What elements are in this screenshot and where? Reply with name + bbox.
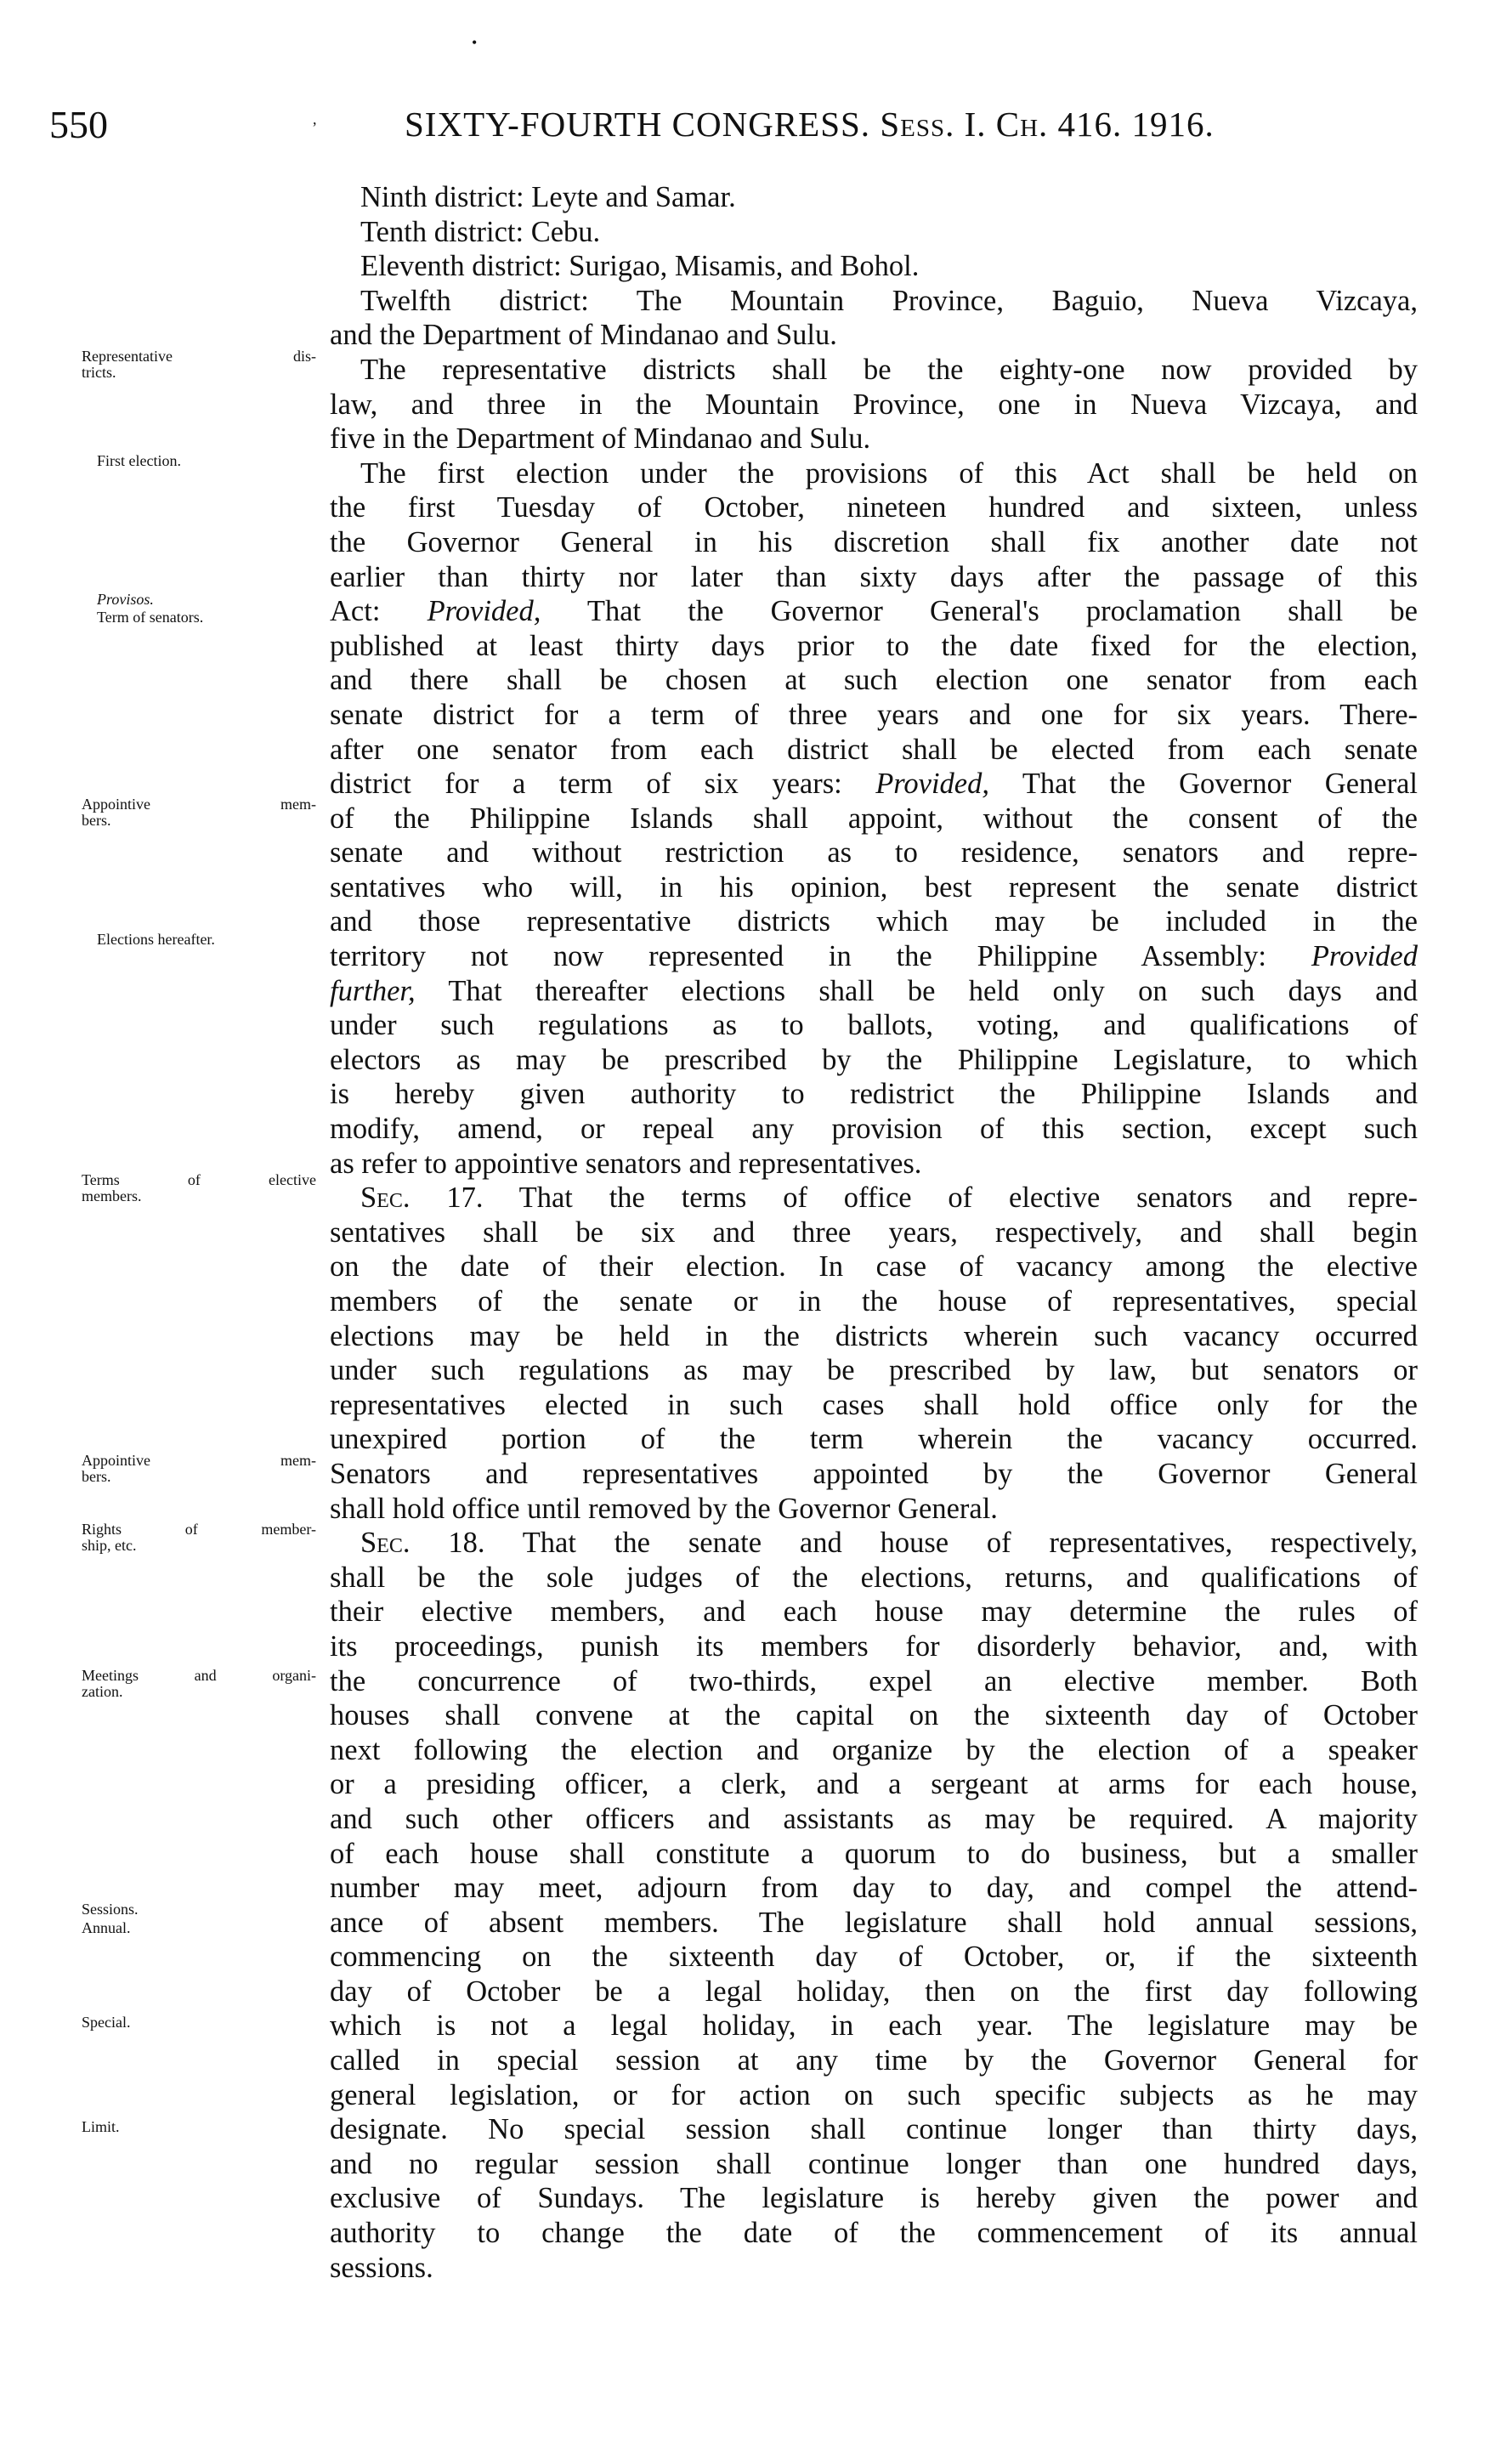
district-line: Ninth district: Leyte and Samar.	[360, 181, 736, 213]
text-line: houses shall convene at the capital on the sixteenth day of October	[330, 1699, 1418, 1732]
running-head: SIXTY-FOURTH CONGRESS. Sess. I. Ch. 416. 1916.	[405, 105, 1215, 144]
text-line: territory not now represented in the Philippine Assembly: Provided	[330, 940, 1418, 973]
text-line: its proceedings, punish its members for disorderly behavior, and, with	[330, 1629, 1418, 1663]
text-line: as refer to appointive senators and representatives.	[330, 1147, 922, 1180]
text-line: modify, amend, or repeal any provision of this section, except such	[330, 1113, 1418, 1146]
district-line: Twelfth district: The Mountain Province, Baguio, Nueva Vizcaya,	[360, 284, 1418, 317]
text-line: after one senator from each district shall be elected from each senate	[330, 733, 1418, 766]
text-line: under such regulations as to ballots, voting, and qualifications of	[330, 1009, 1418, 1042]
print-speck: •	[472, 34, 478, 51]
text-line: Sec. 18. That the senate and house of representatives, respectively,	[360, 1527, 1418, 1560]
text-line: next following the election and organize by the election of a speaker	[330, 1733, 1418, 1766]
text-line: Sec. 17. That the terms of office of elective senators and repre-	[360, 1182, 1418, 1215]
text-line: under such regulations as may be prescribed by law, but senators or	[330, 1354, 1418, 1387]
text-line: and there shall be chosen at such election one senator from each	[330, 664, 1418, 697]
text-line: called in special session at any time by the Governor General for	[330, 2044, 1418, 2077]
text-line: sessions.	[330, 2251, 433, 2284]
text-line: and those representative districts which may be included in the	[330, 905, 1418, 938]
text-line: representatives elected in such cases shall hold office only for the	[330, 1388, 1418, 1421]
text-line: is hereby given authority to redistrict the Philippine Islands and	[330, 1078, 1418, 1111]
margin-note-appointive-members-2: Appointive mem- bers.	[82, 1452, 316, 1485]
margin-note-representative-districts: Representative dis- tricts.	[82, 348, 316, 381]
statute-text	[330, 180, 1418, 2285]
margin-note-annual: Annual.	[82, 1919, 131, 1936]
text-line: district for a term of six years: Provided, That the Governor General	[330, 768, 1418, 801]
text-line: which is not a legal holiday, in each year. The legislature may be	[330, 2009, 1418, 2043]
text-line: unexpired portion of the term wherein the vacancy occurred.	[330, 1423, 1418, 1456]
page-number: 550	[49, 103, 108, 146]
text-line: or a presiding officer, a clerk, and a sergeant at arms for each house,	[330, 1768, 1418, 1801]
text-line: shall be the sole judges of the elections, returns, and qualifications of	[330, 1561, 1418, 1594]
text-line: shall hold office until removed by the Governor General.	[330, 1492, 998, 1525]
text-line: earlier than thirty nor later than sixty days after the passage of this	[330, 560, 1418, 593]
text-line: five in the Department of Mindanao and Sulu.	[330, 422, 871, 456]
margin-note-special: Special.	[82, 2014, 131, 2031]
margin-note-sessions: Sessions.	[82, 1901, 139, 1918]
paragraph-representative-districts	[330, 353, 1418, 456]
district-list	[330, 180, 1418, 353]
text-line: their elective members, and each house may determine the rules of	[330, 1595, 1418, 1629]
text-line: exclusive of Sundays. The legislature is hereby given the power and	[330, 2182, 1418, 2215]
text-line: Act: Provided, That the Governor General's proclamation shall be	[330, 595, 1418, 628]
print-speck: ,	[313, 110, 317, 128]
district-line: Eleventh district: Surigao, Misamis, and Bohol.	[360, 250, 920, 283]
text-line: Senators and representatives appointed by the Governor General	[330, 1457, 1418, 1490]
text-line: of each house shall constitute a quorum to do business, but a smaller	[330, 1837, 1418, 1870]
text-line: number may meet, adjourn from day to day, and compel the attend-	[330, 1872, 1418, 1905]
district-line: Tenth district: Cebu.	[360, 215, 601, 248]
text-line: on the date of their election. In case of vacancy among the elective	[330, 1250, 1418, 1284]
text-line: ance of absent members. The legislature shall hold annual sessions,	[330, 1906, 1418, 1939]
text-line: sentatives shall be six and three years, respectively, and shall begin	[330, 1216, 1418, 1249]
text-line: published at least thirty days prior to the date fixed for the election,	[330, 629, 1418, 662]
paragraph-section-18	[330, 1526, 1418, 2285]
text-line: and such other officers and assistants as may be required. A majority	[330, 1802, 1418, 1835]
margin-note-meetings-and-organization: Meetings and organi- zation.	[82, 1667, 316, 1700]
paragraph-first-election	[330, 456, 1418, 1181]
margin-note-appointive-members: Appointive mem- bers.	[82, 796, 316, 829]
text-line: further, That thereafter elections shall be held only on such days and	[330, 974, 1418, 1007]
text-line: commencing on the sixteenth day of October, or, if the sixteenth	[330, 1941, 1418, 1974]
text-line: the concurrence of two-thirds, expel an elective member. Both	[330, 1664, 1418, 1697]
text-line: senate and without restriction as to residence, senators and repre-	[330, 836, 1418, 870]
text-line: elections may be held in the districts wherein such vacancy occurred	[330, 1319, 1418, 1352]
text-line: The first election under the provisions of this Act shall be held on	[360, 456, 1418, 490]
text-line: authority to change the date of the commencement of its annual	[330, 2217, 1418, 2250]
margin-note-term-of-senators: Term of senators.	[97, 609, 204, 626]
text-line: law, and three in the Mountain Province, one in Nueva Vizcaya, and	[330, 388, 1418, 421]
text-line: general legislation, or for action on such specific subjects as he may	[330, 2078, 1418, 2111]
text-line: and no regular session shall continue longer than one hundred days,	[330, 2147, 1418, 2180]
text-line: of the Philippine Islands shall appoint, without the consent of the	[330, 802, 1418, 835]
paragraph-section-17	[330, 1181, 1418, 1526]
margin-note-elections-hereafter: Elections hereafter.	[97, 931, 215, 948]
margin-notes	[0, 0, 323, 2448]
text-line: the first Tuesday of October, nineteen hundred and sixteen, unless	[330, 491, 1418, 524]
margin-note-limit: Limit.	[82, 2118, 120, 2135]
text-line: the Governor General in his discretion shall fix another date not	[330, 525, 1418, 558]
district-line: and the Department of Mindanao and Sulu.	[330, 319, 837, 352]
text-line: sentatives who will, in his opinion, best represent the senate district	[330, 870, 1418, 904]
text-line: electors as may be prescribed by the Philippine Legislature, to which	[330, 1043, 1418, 1076]
text-line: members of the senate or in the house of representatives, special	[330, 1285, 1418, 1318]
margin-note-rights-of-membership: Rights of member- ship, etc.	[82, 1521, 316, 1554]
text-line: senate district for a term of three years and one for six years. There-	[330, 698, 1418, 731]
text-line: day of October be a legal holiday, then on the first day following	[330, 1975, 1418, 2008]
text-line: designate. No special session shall continue longer than thirty days,	[330, 2113, 1418, 2146]
margin-note-provisos: Provisos.	[97, 591, 154, 608]
margin-note-terms-of-elective-members: Terms of elective members.	[82, 1171, 316, 1204]
margin-note-first-election: First election.	[97, 452, 181, 469]
text-line: The representative districts shall be the eighty-one now provided by	[360, 353, 1418, 386]
